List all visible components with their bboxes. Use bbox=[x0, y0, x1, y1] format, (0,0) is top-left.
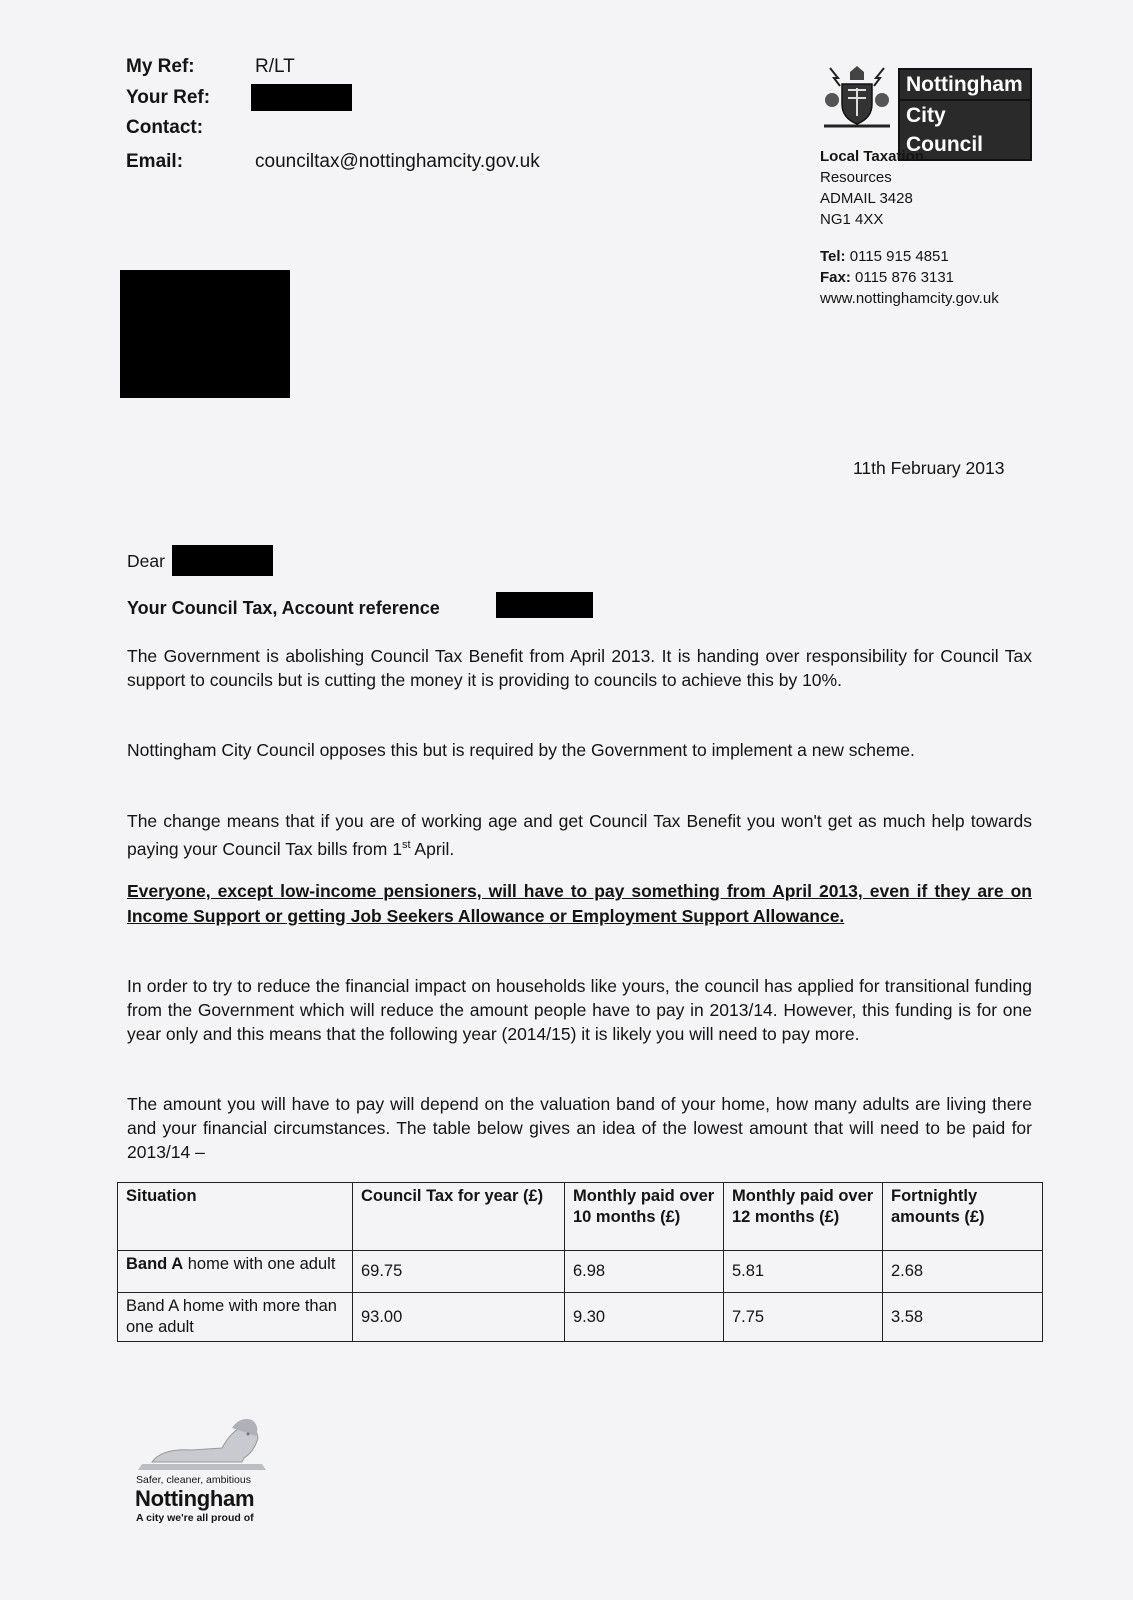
situation-rest: home with one adult bbox=[183, 1255, 336, 1273]
redaction-account-ref bbox=[496, 592, 593, 618]
redaction-your-ref bbox=[251, 84, 352, 111]
footer-slogan: A city we're all proud of bbox=[136, 1512, 254, 1524]
paragraph-2: Nottingham City Council opposes this but is required by the Government to implement a new scheme. bbox=[127, 740, 915, 760]
contact-label: Contact: bbox=[126, 117, 204, 138]
table-cell: 9.30 bbox=[565, 1293, 724, 1342]
lion-statue-icon bbox=[132, 1408, 272, 1472]
footer-tagline: Safer, cleaner, ambitious bbox=[136, 1474, 251, 1486]
table-cell-situation bbox=[118, 1251, 353, 1293]
email-label: Email: bbox=[126, 151, 184, 172]
table-cell: 69.75 bbox=[353, 1251, 565, 1293]
table-cell-situation bbox=[118, 1293, 353, 1342]
my-ref-label: My Ref: bbox=[126, 56, 195, 77]
table-row bbox=[118, 1251, 1043, 1293]
address-line1: Resources bbox=[820, 169, 892, 186]
letter-date: 11th February 2013 bbox=[853, 458, 1005, 478]
address-line2: ADMAIL 3428 bbox=[820, 190, 913, 207]
table-cell: 93.00 bbox=[353, 1293, 565, 1342]
situation-bold: Band A bbox=[126, 1255, 184, 1273]
table-cell: 6.98 bbox=[565, 1251, 724, 1293]
email-value: counciltax@nottinghamcity.gov.uk bbox=[255, 151, 540, 172]
table-cell: 5.81 bbox=[724, 1251, 883, 1293]
address-line3: NG1 4XX bbox=[820, 211, 884, 228]
paragraph-4: In order to try to reduce the financial impact on households like yours, the council has applied for transitional funding from the Government which will reduce the amount people have to pay in 2013/14. However, this funding is for one year only and this means that the following year (2014/15) it is likely you will need to pay more. bbox=[127, 976, 1032, 1044]
situation-rest: Band A home with more than one adult bbox=[126, 1297, 337, 1336]
redaction-recipient-address bbox=[120, 270, 290, 398]
paragraph-1: The Government is abolishing Council Tax Benefit from April 2013. It is handing over responsibility for Council Tax support to councils but is cutting the money it is providing to councils to achieve this by 10%. bbox=[127, 646, 1032, 690]
table-header-row bbox=[118, 1183, 1043, 1251]
emphasis-paragraph: Everyone, except low-income pensioners, will have to pay something from April 2013, even if they are on Income Support or getting Job Seekers Allowance or Employment Support Allowance. bbox=[127, 881, 1032, 926]
paragraph-3 bbox=[127, 809, 1032, 861]
table-header: Fortnightly amounts (£) bbox=[883, 1183, 1043, 1251]
coat-of-arms-icon bbox=[820, 64, 894, 130]
web-address: www.nottinghamcity.gov.uk bbox=[820, 290, 999, 307]
table-header: Situation bbox=[118, 1183, 353, 1251]
your-ref-label: Your Ref: bbox=[126, 87, 211, 108]
paragraph-5: The amount you will have to pay will depend on the valuation band of your home, how many adults are living there and your financial circumstances. The table below gives an idea of the lowest amount that will need to be paid for 2013/14 – bbox=[127, 1094, 1032, 1162]
redaction-recipient-name bbox=[172, 545, 273, 576]
paragraph-3-sup: st bbox=[401, 839, 411, 851]
table-cell: 7.75 bbox=[724, 1293, 883, 1342]
tel-label: Tel: bbox=[820, 248, 846, 265]
paragraph-3-end: April. bbox=[410, 838, 455, 859]
logo-city-council: City Council bbox=[898, 99, 1032, 161]
subject-line: Your Council Tax, Account reference bbox=[127, 598, 440, 618]
council-tax-table bbox=[117, 1182, 1043, 1342]
table-cell: 3.58 bbox=[883, 1293, 1043, 1342]
table-cell: 2.68 bbox=[883, 1251, 1043, 1293]
table-row bbox=[118, 1293, 1043, 1342]
table-header: Monthly paid over 12 months (£) bbox=[724, 1183, 883, 1251]
salutation: Dear bbox=[127, 551, 165, 571]
my-ref-value: R/LT bbox=[255, 56, 295, 77]
address-dept: Local Taxation bbox=[820, 148, 924, 165]
address-block bbox=[820, 146, 1060, 309]
table-header: Monthly paid over 10 months (£) bbox=[565, 1183, 724, 1251]
fax-value: 0115 876 3131 bbox=[855, 269, 955, 286]
tel-value: 0115 915 4851 bbox=[849, 248, 949, 265]
table-header: Council Tax for year (£) bbox=[353, 1183, 565, 1251]
footer-name: Nottingham bbox=[135, 1486, 255, 1511]
ghost-text bbox=[75, 240, 79, 258]
logo-nottingham: Nottingham bbox=[898, 68, 1032, 101]
fax-label: Fax: bbox=[820, 269, 851, 286]
paragraph-3-text: The change means that if you are of working age and get Council Tax Benefit you won't get as much help towards paying your Council Tax bills from 1 bbox=[127, 811, 1032, 859]
